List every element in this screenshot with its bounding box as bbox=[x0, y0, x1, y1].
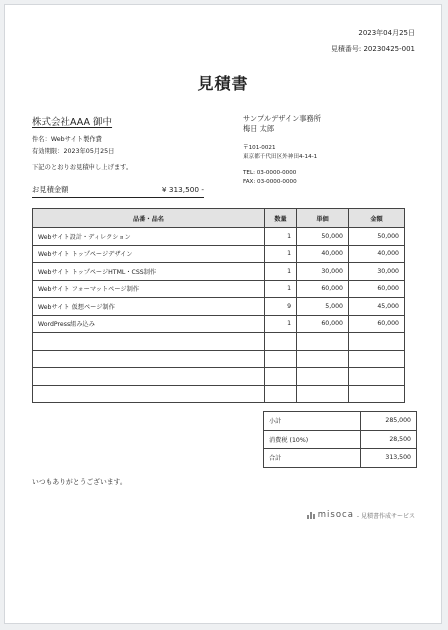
quote-number: 見積番号: 20230425-001 bbox=[330, 45, 415, 53]
intro-text: 下記のとおりお見積申し上げます。 bbox=[32, 164, 133, 171]
quantity-cell bbox=[265, 368, 297, 386]
quote-document bbox=[4, 4, 442, 624]
issuer-postal: 〒101-0021 bbox=[243, 145, 276, 151]
issuer-tel: TEL: 03-0000-0000 bbox=[243, 170, 297, 176]
items-table-header bbox=[33, 209, 405, 228]
quantity-cell: 1 bbox=[265, 280, 297, 298]
misoca-branding bbox=[307, 510, 415, 520]
item-name-cell bbox=[33, 385, 265, 403]
table-row bbox=[33, 298, 405, 316]
misoca-tagline: - 見積書作成サービス bbox=[356, 512, 415, 520]
amount-cell bbox=[349, 385, 405, 403]
subtotal-label: 小計 bbox=[264, 412, 361, 431]
thanks-message: いつもありがとうございます。 bbox=[32, 478, 127, 486]
table-row bbox=[33, 245, 405, 263]
issuer-address: 東京都千代田区外神田4-14-1 bbox=[243, 154, 318, 160]
quantity-cell: 1 bbox=[265, 228, 297, 246]
table-row bbox=[33, 333, 405, 351]
quantity-cell: 9 bbox=[265, 298, 297, 316]
subtotal-value: 285,000 bbox=[361, 412, 417, 431]
estimate-total bbox=[32, 185, 204, 198]
summary-row-subtotal bbox=[264, 412, 417, 431]
table-row bbox=[33, 228, 405, 246]
item-name-cell: WordPress組み込み bbox=[33, 315, 265, 333]
issue-date: 2023年04月25日 bbox=[358, 29, 415, 37]
item-name-cell: Webサイト フォーマットページ制作 bbox=[33, 280, 265, 298]
amount-cell: 60,000 bbox=[349, 280, 405, 298]
document-title: 見積書 bbox=[197, 74, 249, 93]
table-row bbox=[33, 280, 405, 298]
unit-price-cell bbox=[297, 333, 349, 351]
summary-row-total bbox=[264, 449, 417, 468]
total-value: 313,500 bbox=[361, 449, 417, 468]
amount-cell bbox=[349, 333, 405, 351]
quantity-cell: 1 bbox=[265, 263, 297, 281]
summary-row-tax bbox=[264, 430, 417, 449]
client-name: 株式会社AAA 御中 bbox=[32, 117, 113, 128]
tax-label: 消費税 (10%) bbox=[264, 430, 361, 449]
quantity-cell bbox=[265, 350, 297, 368]
issuer-fax: FAX: 03-0000-0000 bbox=[243, 179, 297, 185]
item-name-cell: Webサイト 仮想ページ制作 bbox=[33, 298, 265, 316]
amount-cell: 45,000 bbox=[349, 298, 405, 316]
unit-price-cell bbox=[297, 350, 349, 368]
quantity-cell: 1 bbox=[265, 245, 297, 263]
unit-price-cell bbox=[297, 385, 349, 403]
col-header-amount: 金額 bbox=[349, 209, 405, 228]
subject: 件名：Webサイト製作費 bbox=[32, 136, 102, 143]
unit-price-cell: 50,000 bbox=[297, 228, 349, 246]
items-table bbox=[32, 208, 405, 403]
item-name-cell: Webサイト トップページデザイン bbox=[33, 245, 265, 263]
validity-date: 有効期限：2023年05月25日 bbox=[32, 148, 115, 155]
misoca-logo-icon bbox=[307, 512, 315, 519]
quantity-cell: 1 bbox=[265, 315, 297, 333]
estimate-total-label: お見積金額 bbox=[32, 185, 69, 194]
issuer-person: 梅日 太郎 bbox=[243, 124, 275, 133]
table-row bbox=[33, 315, 405, 333]
amount-cell bbox=[349, 350, 405, 368]
col-header-unit-price: 単価 bbox=[297, 209, 349, 228]
table-row bbox=[33, 350, 405, 368]
col-header-qty: 数量 bbox=[265, 209, 297, 228]
item-name-cell bbox=[33, 350, 265, 368]
table-row bbox=[33, 385, 405, 403]
quantity-cell bbox=[265, 385, 297, 403]
summary-table bbox=[263, 411, 417, 468]
unit-price-cell bbox=[297, 368, 349, 386]
amount-cell: 50,000 bbox=[349, 228, 405, 246]
unit-price-cell: 30,000 bbox=[297, 263, 349, 281]
item-name-cell bbox=[33, 368, 265, 386]
amount-cell: 60,000 bbox=[349, 315, 405, 333]
table-row bbox=[33, 368, 405, 386]
item-name-cell: Webサイト トップページHTML・CSS制作 bbox=[33, 263, 265, 281]
amount-cell bbox=[349, 368, 405, 386]
unit-price-cell: 60,000 bbox=[297, 315, 349, 333]
unit-price-cell: 40,000 bbox=[297, 245, 349, 263]
total-label: 合計 bbox=[264, 449, 361, 468]
amount-cell: 40,000 bbox=[349, 245, 405, 263]
unit-price-cell: 60,000 bbox=[297, 280, 349, 298]
amount-cell: 30,000 bbox=[349, 263, 405, 281]
tax-value: 28,500 bbox=[361, 430, 417, 449]
item-name-cell bbox=[33, 333, 265, 351]
unit-price-cell: 5,000 bbox=[297, 298, 349, 316]
estimate-total-value: ¥ 313,500 - bbox=[161, 185, 204, 194]
col-header-item: 品番・品名 bbox=[33, 209, 265, 228]
misoca-logo: misoca bbox=[317, 510, 354, 520]
issuer-company: サンプルデザイン事務所 bbox=[243, 114, 321, 123]
quantity-cell bbox=[265, 333, 297, 351]
item-name-cell: Webサイト設計・ディレクション bbox=[33, 228, 265, 246]
table-row bbox=[33, 263, 405, 281]
